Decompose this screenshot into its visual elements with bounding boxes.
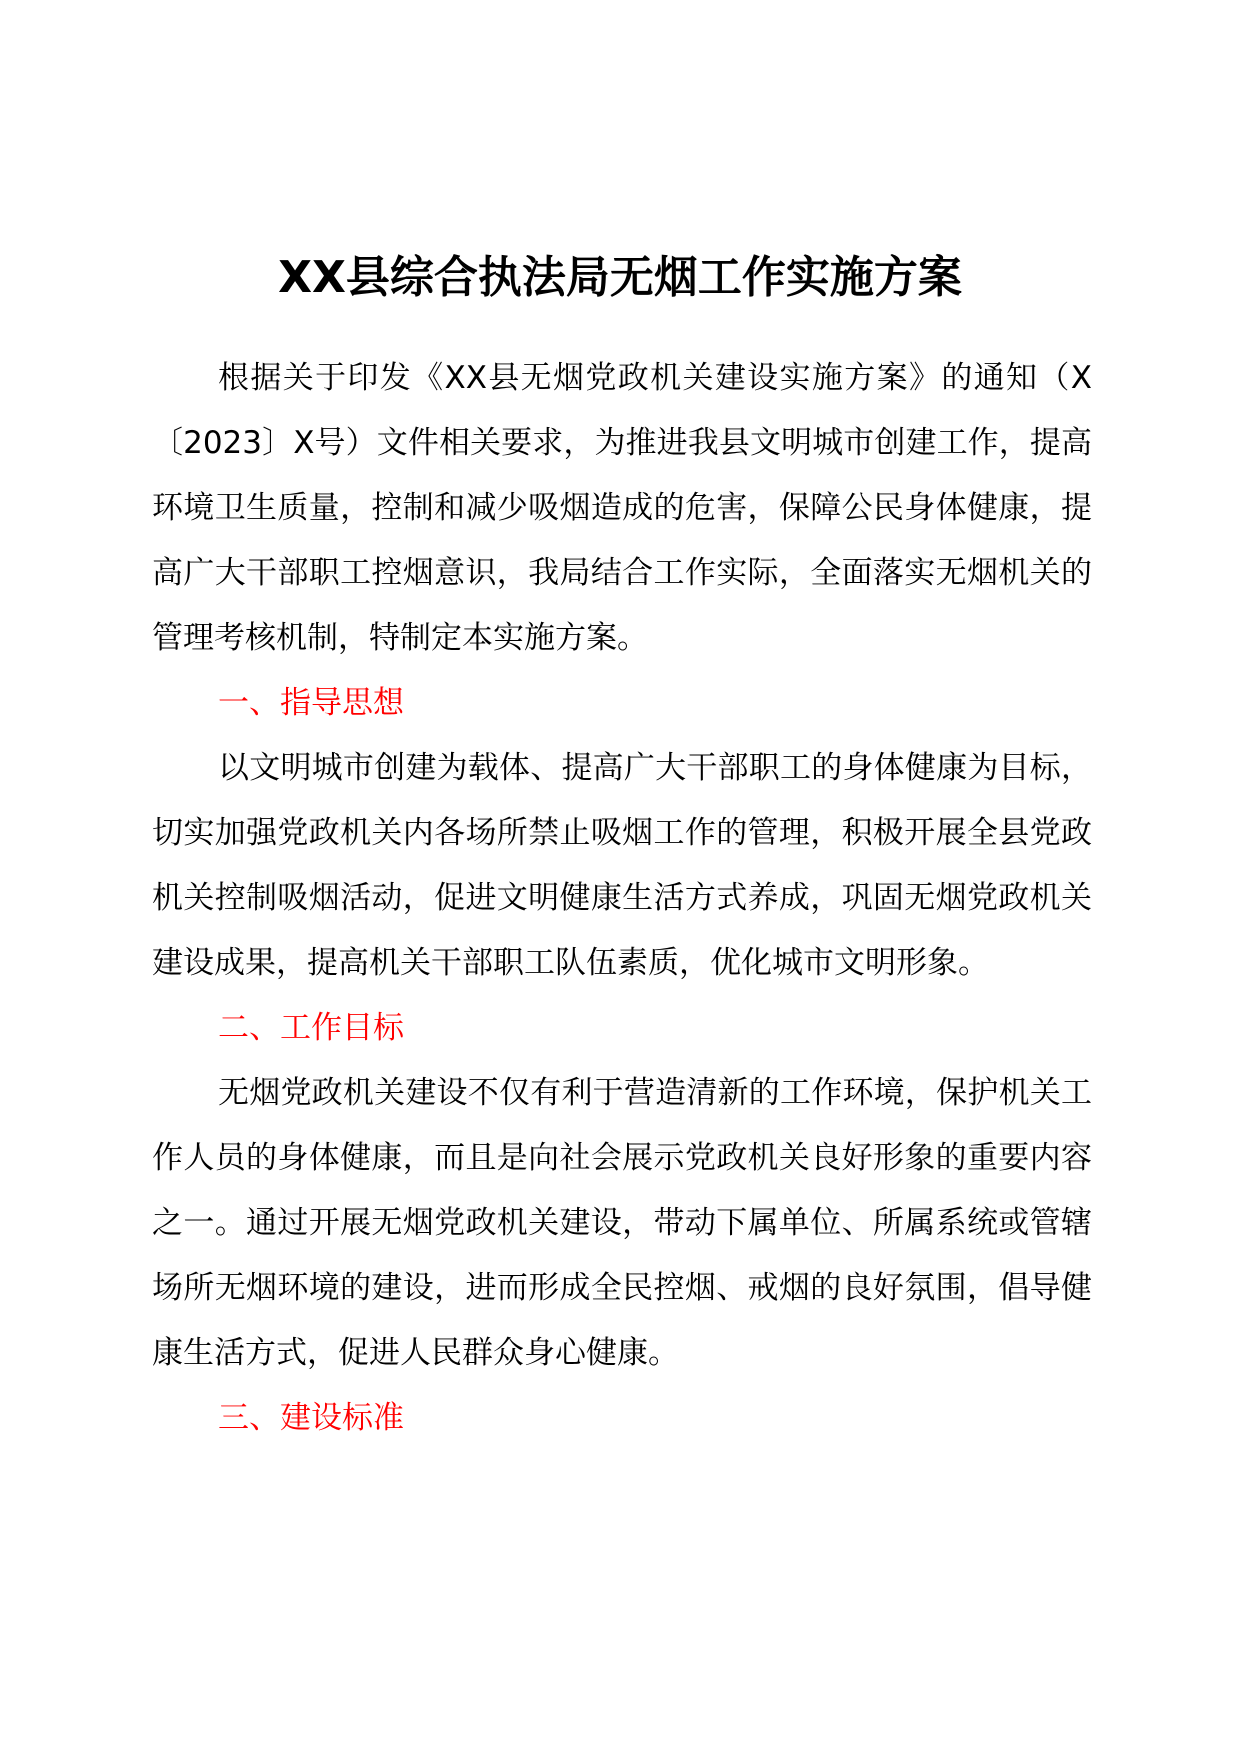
intro-paragraph: 根据关于印发《XX县无烟党政机关建设实施方案》的通知（X〔2023〕X号）文件相关要求，为推进我县文明城市创建工作，提高环境卫生质量，控制和减少吸烟造成的危害，保障公民身体健康，提高广大干部职工控烟意识，我局结合工作实际，全面落实无烟机关的管理考核机制，特制定本实施方案。 [152,360,1092,656]
section-paragraph-work-goals: 无烟党政机关建设不仅有利于营造清新的工作环境，保护机关工作人员的身体健康，而且是向社会展示党政机关良好形象的重要内容之一。通过开展无烟党政机关建设，带动下属单位、所属系统或管辖场所无烟环境的建设，进而形成全民控烟、戒烟的良好氛围，倡导健康生活方式，促进人民群众身心健康。 [152,1075,1092,1371]
section-heading-construction-standards: 三、建设标准 [218,1400,404,1436]
section-heading-work-goals: 二、工作目标 [218,1010,404,1046]
document-body [152,346,1092,1451]
document-title: XX县综合执法局无烟工作实施方案 [278,252,962,303]
section-heading-guiding-ideology: 一、指导思想 [218,685,404,721]
section-paragraph-guiding-ideology: 以文明城市创建为载体、提高广大干部职工的身体健康为目标，切实加强党政机关内各场所禁止吸烟工作的管理，积极开展全县党政机关控制吸烟活动，促进文明健康生活方式养成，巩固无烟党政机关建设成果，提高机关干部职工队伍素质，优化城市文明形象。 [152,750,1092,981]
